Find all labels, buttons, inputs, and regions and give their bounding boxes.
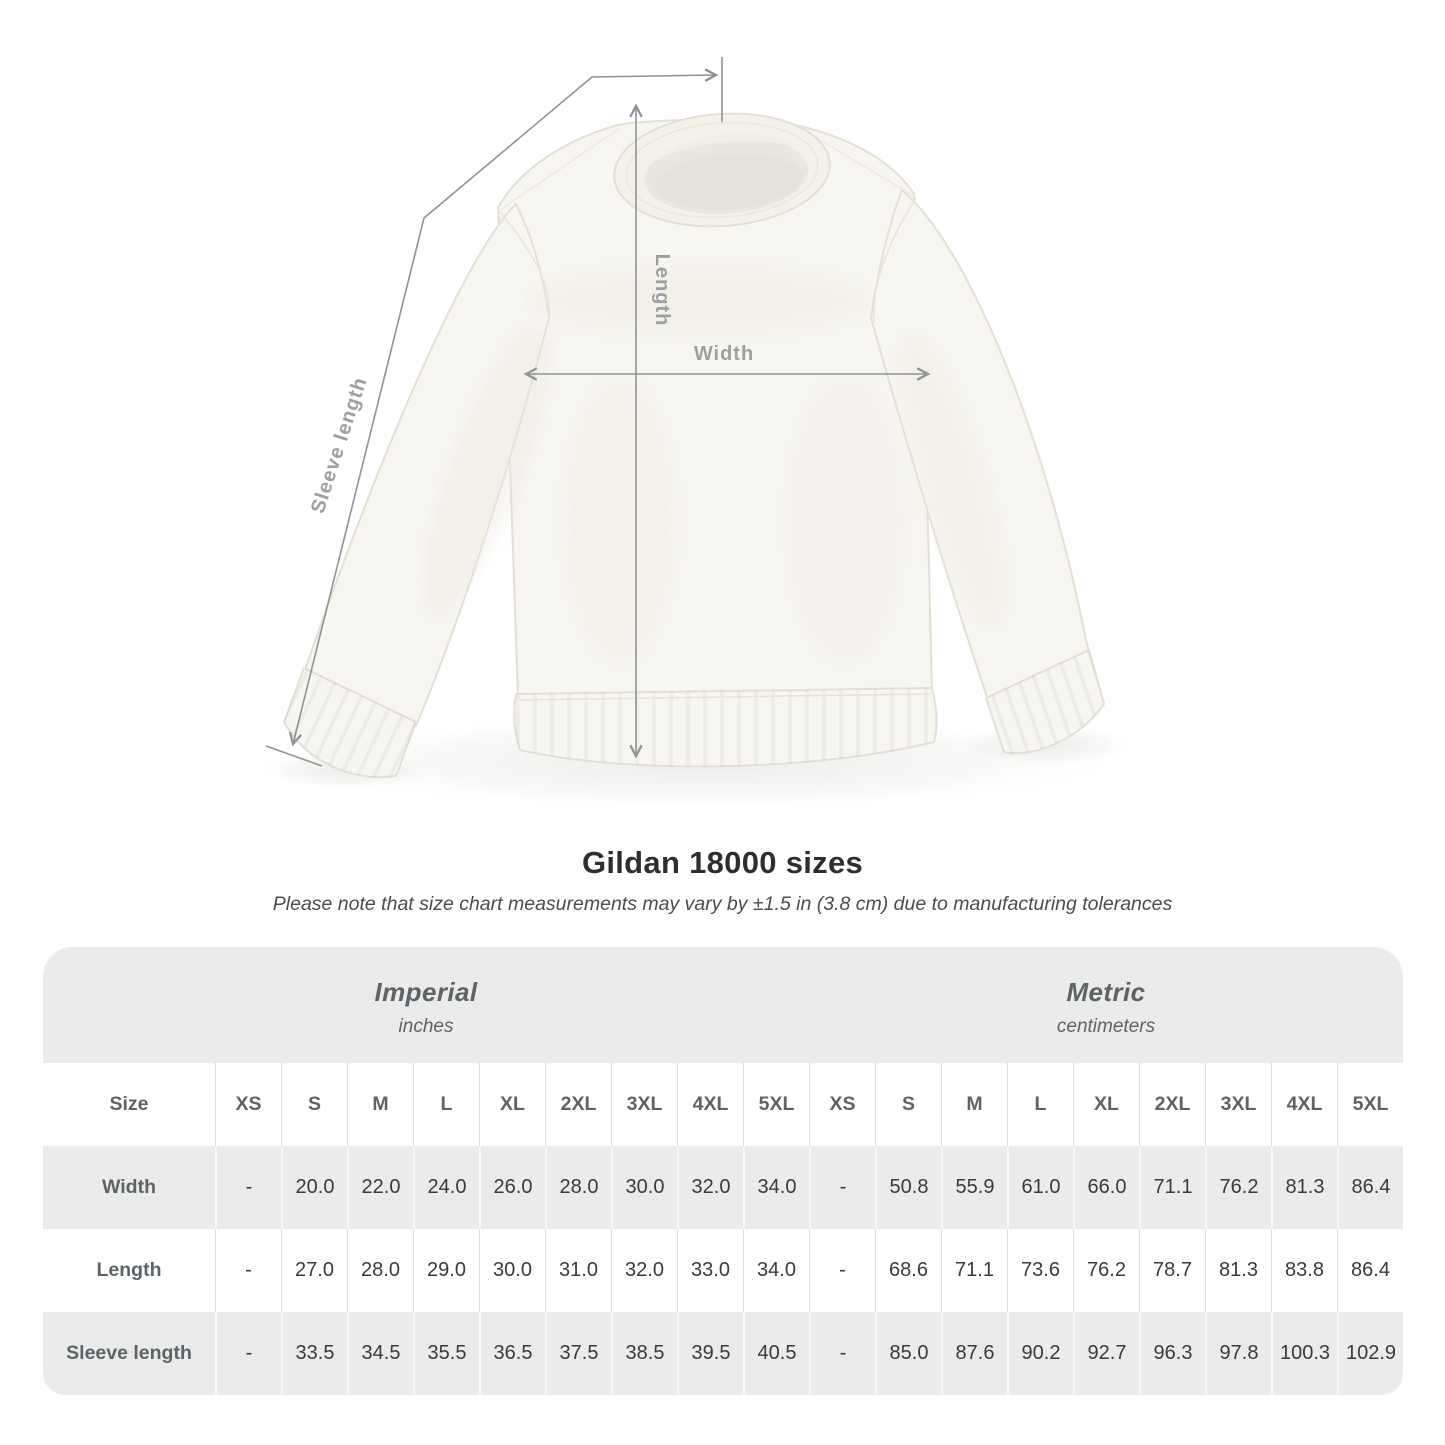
measurement-cell: 28.0 — [545, 1146, 611, 1229]
size-col-header: 5XL — [1337, 1063, 1403, 1146]
measurement-cell: - — [809, 1146, 875, 1229]
measurement-cell: 35.5 — [413, 1312, 479, 1395]
measurement-cell: 33.0 — [677, 1229, 743, 1312]
size-col-header: 3XL — [1205, 1063, 1271, 1146]
measurement-cell: 92.7 — [1073, 1312, 1139, 1395]
measurement-cell: 96.3 — [1139, 1312, 1205, 1395]
measurement-cell: 22.0 — [347, 1146, 413, 1229]
measurement-cell: 78.7 — [1139, 1229, 1205, 1312]
size-col-header: XS — [215, 1063, 281, 1146]
measurement-cell: 33.5 — [281, 1312, 347, 1395]
measurement-cell: 90.2 — [1007, 1312, 1073, 1395]
unit-section-band — [43, 947, 1403, 1063]
metric-title: Metric — [1066, 976, 1146, 1007]
measurement-cell: 32.0 — [611, 1229, 677, 1312]
row-label: Width — [102, 1176, 156, 1198]
measurement-cell: 76.2 — [1205, 1146, 1271, 1229]
length-label: Length — [651, 253, 673, 327]
page-title: Gildan 18000 sizes — [581, 845, 864, 880]
imperial-subtitle: inches — [398, 1015, 454, 1037]
table-row-sleeve-length — [43, 1312, 1403, 1395]
measurement-cell: - — [215, 1312, 281, 1395]
table-row-width — [43, 1146, 1403, 1229]
measurement-cell: 68.6 — [875, 1229, 941, 1312]
metric-section-header — [809, 947, 1403, 1063]
size-col-header: XS — [809, 1063, 875, 1146]
measurement-cell: 37.5 — [545, 1312, 611, 1395]
size-header-row — [43, 1063, 1403, 1146]
size-col-header: 4XL — [1271, 1063, 1337, 1146]
measurement-cell: 50.8 — [875, 1146, 941, 1229]
measurement-cell: 97.8 — [1205, 1312, 1271, 1395]
size-col-header: M — [347, 1063, 413, 1146]
imperial-title: Imperial — [374, 976, 478, 1007]
measurement-cell: 81.3 — [1271, 1146, 1337, 1229]
measurement-cell: 66.0 — [1073, 1146, 1139, 1229]
size-col-header: 5XL — [743, 1063, 809, 1146]
measurement-cell: 55.9 — [941, 1146, 1007, 1229]
size-col-header: 2XL — [1139, 1063, 1205, 1146]
size-col-header: XL — [1073, 1063, 1139, 1146]
measurement-cell: 81.3 — [1205, 1229, 1271, 1312]
measurement-cell: 34.0 — [743, 1229, 809, 1312]
row-label: Length — [96, 1259, 162, 1281]
measurement-cell: 26.0 — [479, 1146, 545, 1229]
size-col-header: L — [1007, 1063, 1073, 1146]
measurement-cell: 36.5 — [479, 1312, 545, 1395]
measurement-cell: 29.0 — [413, 1229, 479, 1312]
tolerance-note: Please note that size chart measurements may vary by ±1.5 in (3.8 cm) due to manufacturing tolerances — [272, 893, 1173, 915]
sleeve-length-label: Sleeve length — [306, 374, 372, 517]
measurement-cell: 61.0 — [1007, 1146, 1073, 1229]
measurement-cell: - — [215, 1146, 281, 1229]
measurement-cell: 30.0 — [611, 1146, 677, 1229]
measurement-cell: 40.5 — [743, 1312, 809, 1395]
measurement-cell: 86.4 — [1337, 1146, 1403, 1229]
measurement-cell: 27.0 — [281, 1229, 347, 1312]
imperial-section-header — [43, 947, 809, 1063]
size-col-header: 3XL — [611, 1063, 677, 1146]
row-label: Sleeve length — [66, 1342, 192, 1364]
measurement-cell: 102.9 — [1337, 1312, 1403, 1395]
measurement-cell: 87.6 — [941, 1312, 1007, 1395]
measurement-cell: 83.8 — [1271, 1229, 1337, 1312]
measurement-cell: - — [215, 1229, 281, 1312]
measurement-cell: 30.0 — [479, 1229, 545, 1312]
measurement-cell: - — [809, 1229, 875, 1312]
size-col-header: XL — [479, 1063, 545, 1146]
size-col-header: M — [941, 1063, 1007, 1146]
measurement-cell: 32.0 — [677, 1146, 743, 1229]
size-col-header: S — [875, 1063, 941, 1146]
measurement-cell: 76.2 — [1073, 1229, 1139, 1312]
measurement-cell: 39.5 — [677, 1312, 743, 1395]
measurement-cell: 86.4 — [1337, 1229, 1403, 1312]
measurement-cell: 71.1 — [1139, 1146, 1205, 1229]
table-row-length — [43, 1229, 1403, 1312]
size-col-header: L — [413, 1063, 479, 1146]
size-col-header: S — [281, 1063, 347, 1146]
measurement-cell: 34.0 — [743, 1146, 809, 1229]
measurement-cell: 34.5 — [347, 1312, 413, 1395]
width-label: Width — [693, 343, 755, 365]
measurement-cell: 24.0 — [413, 1146, 479, 1229]
metric-subtitle: centimeters — [1056, 1015, 1156, 1037]
measurement-cell: 31.0 — [545, 1229, 611, 1312]
measurement-cell: 71.1 — [941, 1229, 1007, 1312]
size-table — [43, 947, 1403, 1395]
measurement-cell: - — [809, 1312, 875, 1395]
size-column-header: Size — [109, 1093, 149, 1115]
measurement-cell: 38.5 — [611, 1312, 677, 1395]
measurement-cell: 28.0 — [347, 1229, 413, 1312]
size-col-header: 4XL — [677, 1063, 743, 1146]
measurement-cell: 100.3 — [1271, 1312, 1337, 1395]
measurement-cell: 85.0 — [875, 1312, 941, 1395]
measurement-cell: 20.0 — [281, 1146, 347, 1229]
size-col-header: 2XL — [545, 1063, 611, 1146]
measurement-cell: 73.6 — [1007, 1229, 1073, 1312]
